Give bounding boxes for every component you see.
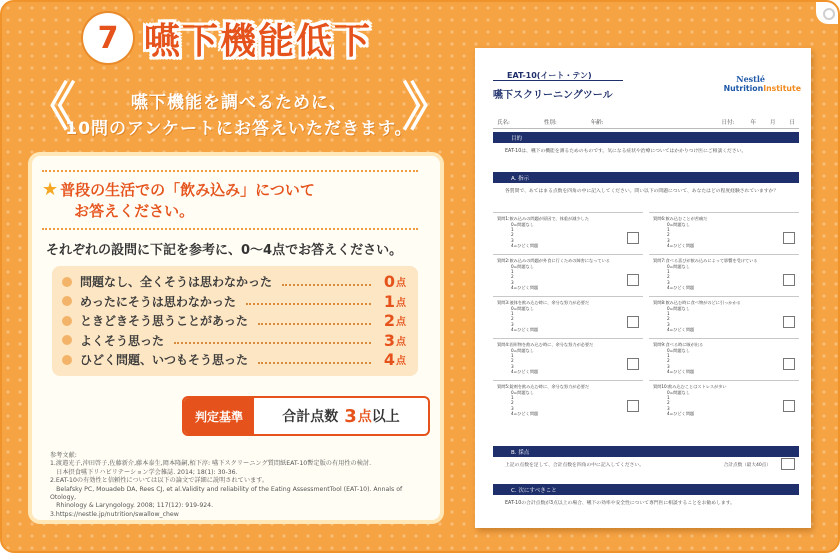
option: 3 [667, 405, 670, 411]
section-a-header: A. 指示 [493, 172, 799, 183]
scale-row [62, 350, 408, 370]
option: 2 [667, 274, 670, 280]
option: 2 [667, 316, 670, 322]
option: 2 [511, 316, 514, 322]
star-icon: ★ [42, 179, 59, 200]
question-cell [649, 212, 799, 248]
score-box[interactable] [627, 274, 639, 286]
question-text: 質問8:飲み込む時に食べ物がのどに引っかかる [653, 300, 741, 305]
bracket-left-icon: 《 [24, 77, 77, 138]
criteria-label: 判定基準 [184, 398, 254, 434]
subtitle-line-2: 10問のアンケートにお答えいただきます。 [65, 119, 413, 139]
question-grid [493, 212, 799, 416]
score-box[interactable] [627, 358, 639, 370]
subtitle-line-1: 嚥下機能を調べるために、 [131, 93, 347, 113]
question-cell [649, 254, 799, 290]
option: 4=ひどく問題 [511, 368, 539, 374]
scale-row [62, 311, 408, 331]
option: 4=ひどく問題 [667, 284, 695, 290]
option: 1 [667, 227, 670, 233]
options [511, 222, 538, 248]
options [511, 264, 538, 290]
eat10-form-image [475, 48, 811, 528]
option: 1 [511, 311, 514, 317]
bullet-icon [62, 296, 72, 306]
section-purpose-header: 目的 [493, 132, 799, 143]
scale-row [62, 272, 408, 292]
option: 0=問題なし [667, 306, 690, 311]
divider [493, 128, 799, 129]
option: 2 [511, 274, 514, 280]
option: 3 [667, 321, 670, 327]
option: 3 [667, 237, 670, 243]
options [511, 348, 538, 374]
question-line-1: 普段の生活での「飲み込み」について [60, 181, 315, 199]
leader-dots [174, 336, 371, 344]
leader-dots [246, 297, 371, 305]
leader-dots [258, 317, 371, 325]
logo-brand: Nestlé [736, 74, 765, 84]
field-year: 年 [750, 120, 756, 126]
scale-score: 1 [383, 291, 395, 311]
reference-line: Belafsky PC, Mouadeb DA, Rees CJ, et al.Validity and reliability of the Eating AssessmentTool (EAT-10). Annals of Otology, [50, 485, 403, 502]
reference-line: 2.EAT-10の有効性と信頼性については以下の論文で詳細に説明されています。 [50, 477, 269, 485]
option: 3 [511, 279, 514, 285]
scale-label: 問題なし、全くそうは思わなかった [80, 275, 273, 290]
score-box[interactable] [783, 400, 795, 412]
scale-unit: 点 [396, 317, 406, 329]
option: 0=問題なし [511, 306, 534, 311]
scale-row [62, 331, 408, 351]
options [667, 306, 694, 332]
question-text: 質問4:固形物を飲み込む時に、余分な努力が必要だ [497, 342, 594, 347]
option: 0=問題なし [511, 348, 534, 353]
question-text: 質問2:飲み込みの問題が外食に行くための障害になっている [497, 258, 610, 263]
scale-unit: 点 [396, 297, 406, 309]
total-box[interactable] [781, 458, 795, 470]
bullet-icon [62, 335, 72, 345]
criteria-number: 3 [344, 405, 357, 427]
option: 2 [511, 400, 514, 406]
score-scale [52, 266, 418, 376]
reference-line: 3.https://nestle.jp/nutrition/swallow_chew [50, 510, 179, 518]
criteria-unit: 点 [357, 409, 372, 425]
question-cell [649, 380, 799, 416]
option: 1 [667, 269, 670, 275]
bullet-icon [62, 277, 72, 287]
section-a-text: 各質問で、あてはまる点数を四角の中に記入してください。問い以下の問題について、あなたはどの程度経験されていますか？ [505, 189, 779, 194]
scale-score: 0 [383, 272, 395, 292]
question-line-2: お答えください。 [74, 202, 195, 220]
question-heading [42, 170, 418, 230]
score-box[interactable] [783, 232, 795, 244]
option: 3 [511, 405, 514, 411]
options [667, 222, 694, 248]
option: 4=ひどく問題 [511, 410, 539, 416]
question-cell [649, 296, 799, 332]
bullet-icon [62, 316, 72, 326]
option: 0=問題なし [667, 222, 690, 227]
instruction-text: それぞれの設問に下記を参考に、0～4点でお答えください。 [46, 243, 403, 258]
subtitle [24, 74, 454, 144]
field-age: 年齢: [590, 120, 604, 126]
field-date: 日付: [721, 120, 735, 126]
option: 4=ひどく問題 [667, 242, 695, 248]
bullet-icon [62, 355, 72, 365]
options [667, 390, 694, 416]
criteria-value [254, 398, 428, 434]
reference-line: 日本摂食嚥下リハビリテーション学会雑誌. 2014; 18(1): 30-36. [50, 468, 238, 476]
reference-line: 参考文献: [50, 452, 77, 459]
question-cell [493, 296, 643, 332]
scale-unit: 点 [396, 278, 406, 290]
form-title: 嚥下スクリーニングツール [493, 90, 613, 101]
question-text: 質問10:飲み込むことはストレスが多い [653, 384, 727, 389]
question-text: 質問1:飲み込みの問題が原因で、体重が減少した [497, 216, 589, 221]
logo-nutrition: Nutrition [723, 84, 764, 93]
criteria-prefix: 合計点数 [282, 409, 339, 425]
option: 1 [511, 353, 514, 359]
question-cell [493, 254, 643, 290]
option: 3 [667, 279, 670, 285]
option: 2 [667, 400, 670, 406]
divider [42, 228, 418, 230]
leader-dots [258, 356, 371, 364]
option: 4=ひどく問題 [511, 284, 539, 290]
question-cell [493, 212, 643, 248]
option: 4=ひどく問題 [511, 242, 539, 248]
question-cell [493, 338, 643, 374]
option: 4=ひどく問題 [667, 368, 695, 374]
options [667, 348, 694, 374]
option: 3 [667, 363, 670, 369]
leader-dots [282, 278, 371, 286]
scale-label: めったにそうは思わなかった [80, 294, 236, 309]
options [667, 264, 694, 290]
options [511, 390, 538, 416]
option: 0=問題なし [511, 264, 534, 269]
field-day: 日 [789, 120, 795, 126]
option: 2 [667, 232, 670, 238]
question-cell [493, 380, 643, 416]
section-number-badge: 7 [86, 16, 130, 60]
logo-institute: Institute [763, 84, 801, 93]
scale-score: 3 [383, 330, 395, 350]
scale-label: ときどきそう思うことがあった [80, 314, 248, 329]
option: 1 [667, 353, 670, 359]
scale-unit: 点 [396, 356, 406, 368]
option: 0=問題なし [667, 264, 690, 269]
question-text: 質問9:食べる時に咳が出る [653, 342, 704, 347]
option: 4=ひどく問題 [667, 326, 695, 332]
score-box[interactable] [783, 316, 795, 328]
reference-line: Rhinology & Laryngology. 2008; 117(12): 919-924. [50, 502, 214, 510]
logo-sub [705, 84, 801, 93]
page-title: 嚥下機能低下 [144, 20, 373, 62]
section-b-text: 上記の点数を足して、合計点数を四角の中に記入してください。 [505, 463, 645, 468]
scale-score: 4 [383, 350, 395, 370]
ring-hole-icon [816, 2, 838, 24]
nestle-logo [705, 74, 801, 93]
option: 0=問題なし [511, 222, 534, 227]
question-text: 質問5:錠剤を飲み込む時に、余分な努力が必要だ [497, 384, 590, 389]
question-text: 質問7:食べる喜びが飲み込みによって影響を受けている [653, 258, 758, 263]
option: 2 [511, 358, 514, 364]
total-label: 合計点数（最大40点） [723, 463, 771, 468]
reference-line: 1.渡邉光子,沖田啓子,佐藤新介,藤本泰生,岡本隆嗣,栢下淳: 嚥下スクリーニング質問紙EAT-10暫定版の有用性の検討. [50, 460, 372, 468]
field-month: 月 [769, 120, 776, 126]
option: 2 [667, 358, 670, 364]
scale-score: 2 [383, 311, 395, 331]
question-cell [649, 338, 799, 374]
section-c-text: EAT-10の合計点数が3点以上の場合、嚥下の効率や安全性について専門医に相談することをお勧めします。 [505, 501, 735, 506]
option: 1 [511, 227, 514, 233]
form-title-en: EAT-10(イート・テン) [507, 71, 592, 80]
purpose-text: EAT-10は、嚥下の機能を測るためのものです。気になる症状や治療についてはかかりつけ医にご相談ください。 [505, 149, 747, 154]
scale-label: ひどく問題、いつもそう思った [80, 353, 249, 368]
option: 1 [667, 395, 670, 401]
divider [493, 80, 623, 81]
section-b-header: B. 採点 [493, 446, 799, 457]
option: 4=ひどく問題 [511, 326, 539, 332]
option: 2 [511, 232, 514, 238]
references [50, 452, 430, 519]
question-text: 質問6:飲み込むことが苦痛だ [653, 216, 708, 221]
scale-label: よくそう思った [80, 333, 165, 348]
options [511, 306, 538, 332]
scale-unit: 点 [396, 336, 406, 348]
option: 1 [667, 311, 670, 317]
criteria-suffix: 以上 [371, 409, 400, 425]
score-box[interactable] [783, 358, 795, 370]
option: 3 [511, 321, 514, 327]
option: 0=問題なし [511, 390, 534, 395]
option: 3 [511, 363, 514, 369]
option: 1 [511, 395, 514, 401]
field-name: 氏名: [497, 120, 510, 126]
field-sex: 性別: [543, 120, 557, 126]
score-box[interactable] [627, 316, 639, 328]
section-title [86, 12, 372, 64]
option: 0=問題なし [667, 348, 690, 353]
scale-row [62, 292, 408, 312]
question-card [28, 152, 444, 524]
bracket-right-icon: 》 [401, 77, 454, 138]
score-box[interactable] [627, 400, 639, 412]
option: 0=問題なし [667, 390, 690, 395]
score-box[interactable] [783, 274, 795, 286]
form-fields [497, 118, 799, 126]
option: 1 [511, 269, 514, 275]
judgement-criteria [182, 396, 430, 436]
score-box[interactable] [627, 232, 639, 244]
question-text: 質問3:液体を飲み込む時に、余分な努力が必要だ [497, 300, 590, 305]
option: 4=ひどく問題 [667, 410, 695, 416]
section-c-header: C. 次にすべきこと [493, 484, 799, 495]
option: 3 [511, 237, 514, 243]
